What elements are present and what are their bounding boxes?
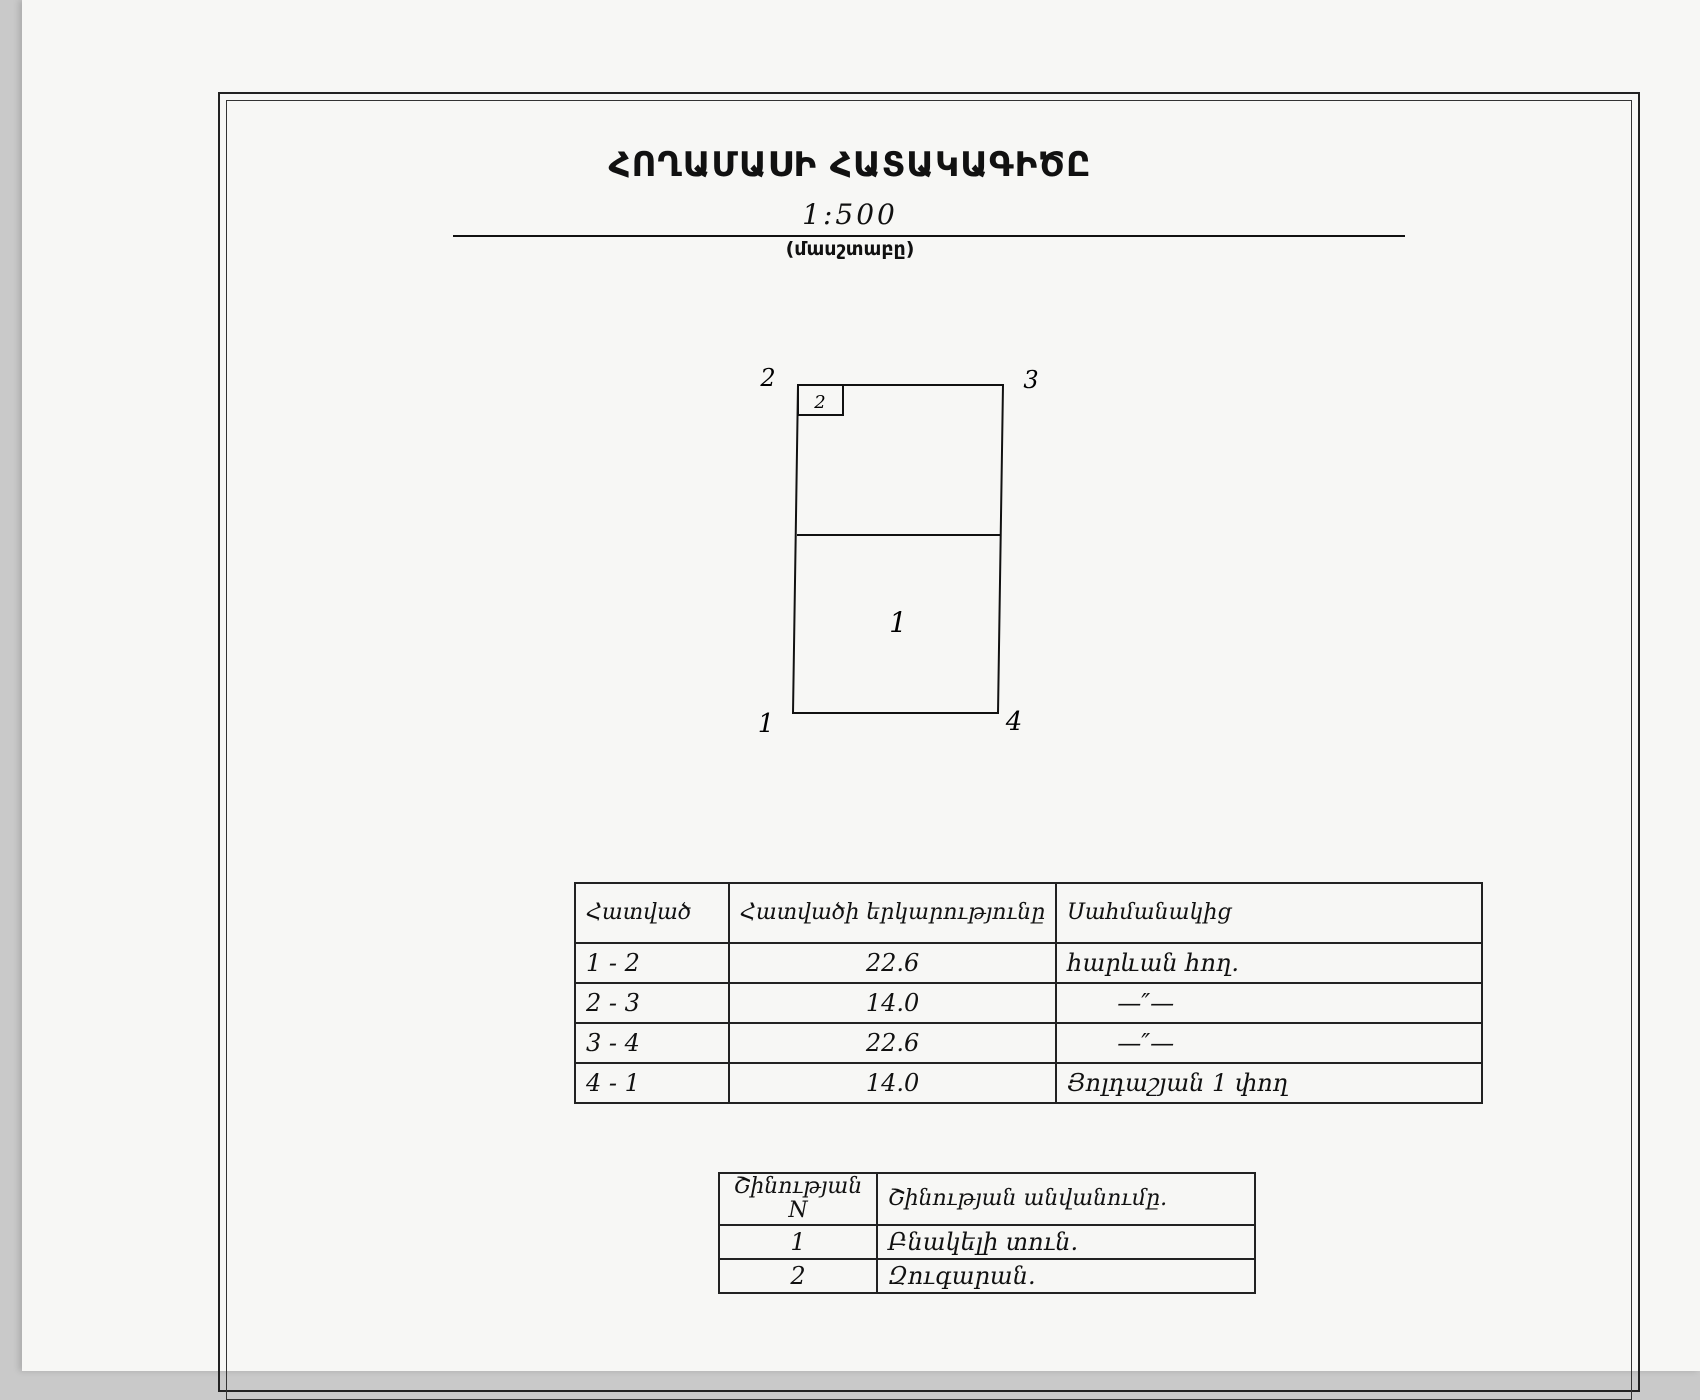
neighbor-cell: —″— [1056,983,1482,1023]
table-header-row [719,1173,1255,1225]
header-building-number: Շինության N [719,1173,877,1225]
neighbor-cell: Յոլդաշյան 1 փող [1056,1063,1482,1103]
corner-label-3: 3 [1023,366,1039,394]
corner-label-1: 1 [757,709,775,739]
neighbor-cell: —″— [1056,1023,1482,1063]
building-name-cell: Զուգարան. [877,1259,1255,1293]
table-row [575,983,1482,1023]
buildings-table [718,1172,1256,1294]
land-plot-plan [757,364,1080,750]
corner-label-4: 4 [1005,707,1023,737]
table-row [719,1225,1255,1259]
building-number-cell: 1 [719,1225,877,1259]
header-building-name: Շինության անվանումը. [877,1173,1255,1225]
length-cell: 22.6 [729,943,1056,983]
corner-label-2: 2 [760,364,776,392]
segment-cell: 3 - 4 [575,1023,729,1063]
header-segment: Հատված [575,883,729,943]
length-cell: 14.0 [729,983,1056,1023]
segment-cell: 4 - 1 [575,1063,729,1103]
segment-cell: 2 - 3 [575,983,729,1023]
table-row [575,943,1482,983]
header-length: Հատվածի երկարությունը [729,883,1056,943]
scale-value: 1:500 [802,198,898,231]
building-name-cell: Բնակելի տուն. [877,1225,1255,1259]
segment-cell: 1 - 2 [575,943,729,983]
part-1-label: 1 [889,606,907,639]
table-row [719,1259,1255,1293]
table-row [575,1063,1482,1103]
scale-caption: (մասշտաբը) [785,238,915,260]
neighbor-cell: հարևան հող. [1056,943,1482,983]
scale-underline [453,235,1405,237]
table-header-row [575,883,1482,943]
building-number-cell: 2 [719,1259,877,1293]
boundaries-table [574,882,1483,1104]
length-cell: 14.0 [729,1063,1056,1103]
table-row [575,1023,1482,1063]
header-neighbor: Սահմանակից [1056,883,1482,943]
plot-outline [793,385,1003,713]
length-cell: 22.6 [729,1023,1056,1063]
document-title: ՀՈՂԱՄԱՍԻ ՀԱՏԱԿԱԳԻԾԸ [608,145,1092,185]
part-2-label: 2 [814,392,826,413]
